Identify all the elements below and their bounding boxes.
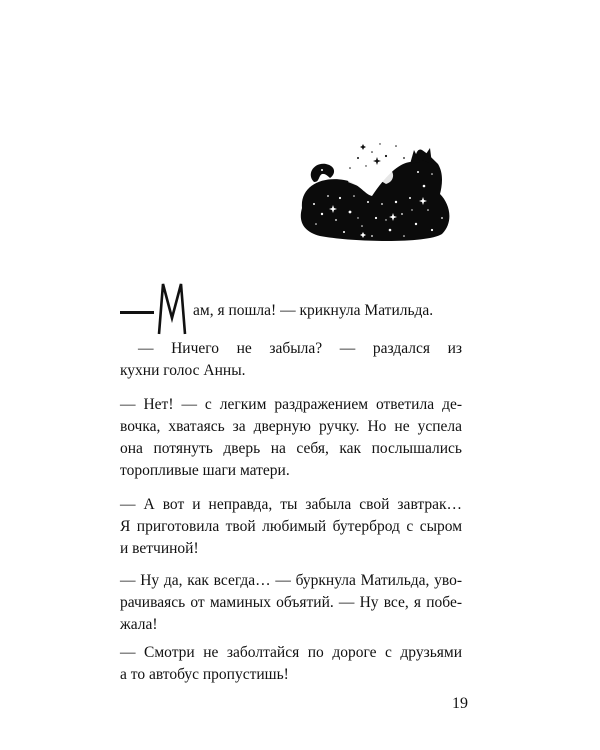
paragraph-2 xyxy=(120,338,462,382)
paragraph-6 xyxy=(120,642,462,686)
text-line: — Ну да, как всегда… — буркнула Матильда, уво- xyxy=(120,572,462,589)
first-paragraph-line xyxy=(193,300,433,322)
text-line: — А вот и неправда, ты забыла свой завтрак… xyxy=(120,496,462,513)
text-line: и ветчиной! xyxy=(120,540,199,557)
text-line: а то автобус пропустишь! xyxy=(120,666,289,683)
starry-cat-illustration xyxy=(292,138,454,244)
text-line: торопливые шаги матери. xyxy=(120,462,290,479)
text-line: жала! xyxy=(120,616,158,633)
text-line: вочка, хватаясь за дверную ручку. Но не успела xyxy=(120,418,462,435)
text-line: кухни голос Анны. xyxy=(120,362,246,379)
text-line: она потянуть дверь на себя, как послышались xyxy=(120,440,462,457)
text-line: ам, я пошла! — крикнула Матильда. xyxy=(193,302,434,319)
page-number: 19 xyxy=(452,695,468,712)
text-line: — Нет! — с легким раздражением ответила де- xyxy=(120,396,462,413)
paragraph-4 xyxy=(120,494,462,560)
paragraph-5 xyxy=(120,570,462,636)
text-line: рачиваясь от маминых объятий. — Ну все, я побе- xyxy=(120,594,462,611)
text-line: Я приготовила твой любимый бутерброд с сыром xyxy=(120,518,462,535)
paragraph-3 xyxy=(120,394,462,482)
text-line: — Смотри не заболтайся по дороге с друзьями xyxy=(120,644,462,661)
dropcap-dash xyxy=(120,311,154,314)
dropcap-letter xyxy=(156,282,188,336)
text-line: — Ничего не забыла? — раздался из xyxy=(138,340,462,357)
